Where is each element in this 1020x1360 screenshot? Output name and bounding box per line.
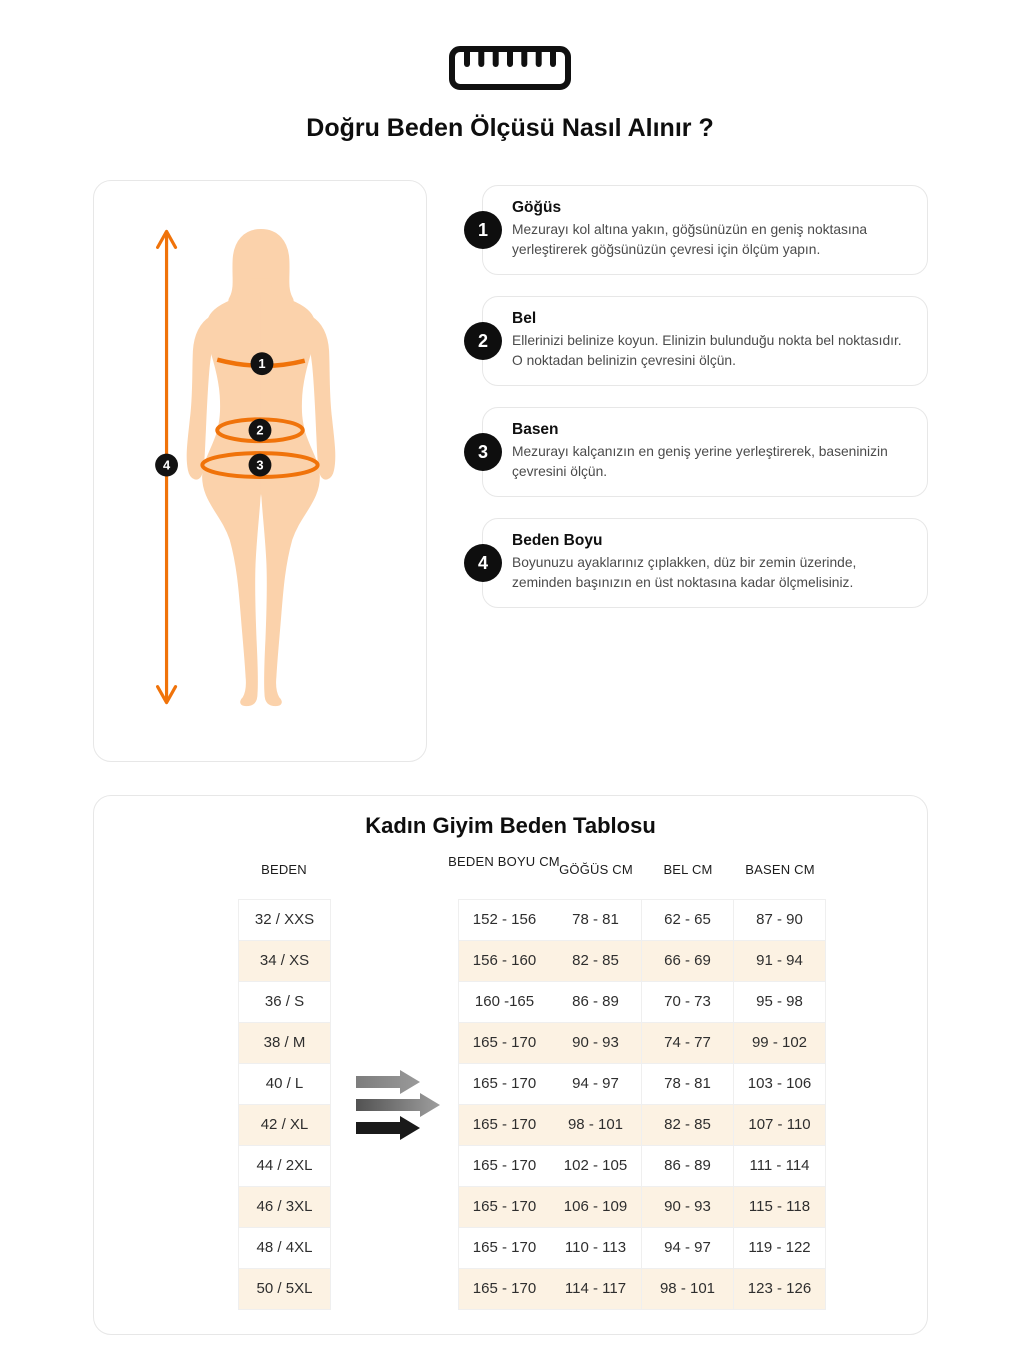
hip-cell: 91 - 94 [734, 941, 826, 982]
range-arrow-middle [356, 1093, 440, 1117]
size-range-arrows-icon [356, 1068, 442, 1142]
height-cell: 165 - 170 [459, 1187, 551, 1228]
waist-column [642, 899, 734, 1310]
column-header-chest: GÖĞÜS CM [559, 862, 633, 877]
hip-column [734, 899, 826, 1310]
step-number-badge: 2 [464, 322, 502, 360]
size-table-panel [93, 795, 928, 1335]
size-cell: 48 / 4XL [239, 1228, 331, 1269]
height-cell: 165 - 170 [459, 1105, 551, 1146]
height-cell: 165 - 170 [459, 1269, 551, 1310]
size-cell: 38 / M [239, 1023, 331, 1064]
instruction-card-height [477, 518, 928, 608]
hip-cell: 123 - 126 [734, 1269, 826, 1310]
size-cell: 42 / XL [239, 1105, 331, 1146]
size-cell: 34 / XS [239, 941, 331, 982]
chest-cell: 102 - 105 [550, 1146, 642, 1187]
waist-cell: 82 - 85 [642, 1105, 734, 1146]
chest-cell: 78 - 81 [550, 899, 642, 941]
column-header-hip: BASEN CM [745, 862, 815, 877]
chest-cell: 82 - 85 [550, 941, 642, 982]
chest-cell: 90 - 93 [550, 1023, 642, 1064]
waist-cell: 86 - 89 [642, 1146, 734, 1187]
column-header-height: BEDEN BOYU CM [448, 854, 560, 869]
size-cell: 40 / L [239, 1064, 331, 1105]
size-cell: 50 / 5XL [239, 1269, 331, 1310]
height-cell: 165 - 170 [459, 1064, 551, 1105]
height-column [458, 899, 551, 1310]
size-cell: 36 / S [239, 982, 331, 1023]
range-arrow-top [356, 1070, 420, 1094]
instruction-title: Basen [512, 421, 559, 438]
instruction-card-chest [477, 185, 928, 275]
waist-cell: 62 - 65 [642, 899, 734, 941]
height-cell: 160 -165 [459, 982, 551, 1023]
page-title: Doğru Beden Ölçüsü Nasıl Alınır ? [306, 114, 714, 142]
range-arrow-bottom [356, 1116, 420, 1140]
waist-cell: 94 - 97 [642, 1228, 734, 1269]
instruction-text: Mezurayı kalçanızın en geniş yerine yerleştirerek, baseninizin çevresini ölçün. [512, 444, 888, 479]
chest-cell: 110 - 113 [550, 1228, 642, 1269]
waist-cell: 98 - 101 [642, 1269, 734, 1310]
chest-cell: 98 - 101 [550, 1105, 642, 1146]
hip-cell: 87 - 90 [734, 899, 826, 941]
chest-cell: 86 - 89 [550, 982, 642, 1023]
height-cell: 165 - 170 [459, 1146, 551, 1187]
step-number-badge: 1 [464, 211, 502, 249]
chest-column [550, 899, 642, 1310]
measure-marker-2-label: 2 [256, 422, 264, 438]
hip-cell: 111 - 114 [734, 1146, 826, 1187]
size-table-title: Kadın Giyim Beden Tablosu [365, 813, 656, 838]
instruction-card-waist [477, 296, 928, 386]
chest-cell: 94 - 97 [550, 1064, 642, 1105]
size-cell: 44 / 2XL [239, 1146, 331, 1187]
size-cell: 46 / 3XL [239, 1187, 331, 1228]
measure-marker-1-label: 1 [258, 356, 266, 372]
body-measurement-figure [94, 181, 424, 759]
hip-cell: 103 - 106 [734, 1064, 826, 1105]
instruction-text: Mezurayı kol altına yakın, göğsünüzün en geniş noktasına yerleştirerek göğsünüzün çevresi için ölçüm yapın. [512, 222, 868, 257]
instruction-title: Göğüs [512, 199, 562, 216]
waist-cell: 74 - 77 [642, 1023, 734, 1064]
hip-cell: 115 - 118 [734, 1187, 826, 1228]
hip-cell: 99 - 102 [734, 1023, 826, 1064]
size-cell: 32 / XXS [239, 899, 331, 941]
height-cell: 152 - 156 [459, 899, 551, 941]
ruler-icon [449, 46, 571, 90]
height-cell: 165 - 170 [459, 1023, 551, 1064]
body-figure-panel [93, 180, 427, 762]
column-header-waist: BEL CM [663, 862, 713, 877]
hip-cell: 119 - 122 [734, 1228, 826, 1269]
waist-cell: 78 - 81 [642, 1064, 734, 1105]
step-number-badge: 4 [464, 544, 502, 582]
instruction-text: Ellerinizi belinize koyun. Elinizin bulunduğu nokta bel noktasıdır. O noktadan belinizin çevresini ölçün. [512, 333, 902, 368]
ruler-icon-wrap [0, 46, 1020, 90]
measure-marker-3-label: 3 [256, 457, 264, 473]
size-column [238, 899, 331, 1310]
instruction-text: Boyunuzu ayaklarınız çıplakken, düz bir zemin üzerinde, zeminden başınızın en üst noktasına kadar ölçmelisiniz. [512, 555, 857, 590]
waist-cell: 66 - 69 [642, 941, 734, 982]
instruction-card-hip [477, 407, 928, 497]
instruction-title: Beden Boyu [512, 532, 603, 549]
hip-cell: 95 - 98 [734, 982, 826, 1023]
chest-cell: 114 - 117 [550, 1269, 642, 1310]
column-header-size: BEDEN [261, 862, 307, 877]
measure-marker-4-label: 4 [162, 457, 171, 473]
chest-cell: 106 - 109 [550, 1187, 642, 1228]
instruction-title: Bel [512, 310, 537, 327]
waist-cell: 90 - 93 [642, 1187, 734, 1228]
waist-cell: 70 - 73 [642, 982, 734, 1023]
hip-cell: 107 - 110 [734, 1105, 826, 1146]
height-cell: 165 - 170 [459, 1228, 551, 1269]
height-cell: 156 - 160 [459, 941, 551, 982]
step-number-badge: 3 [464, 433, 502, 471]
